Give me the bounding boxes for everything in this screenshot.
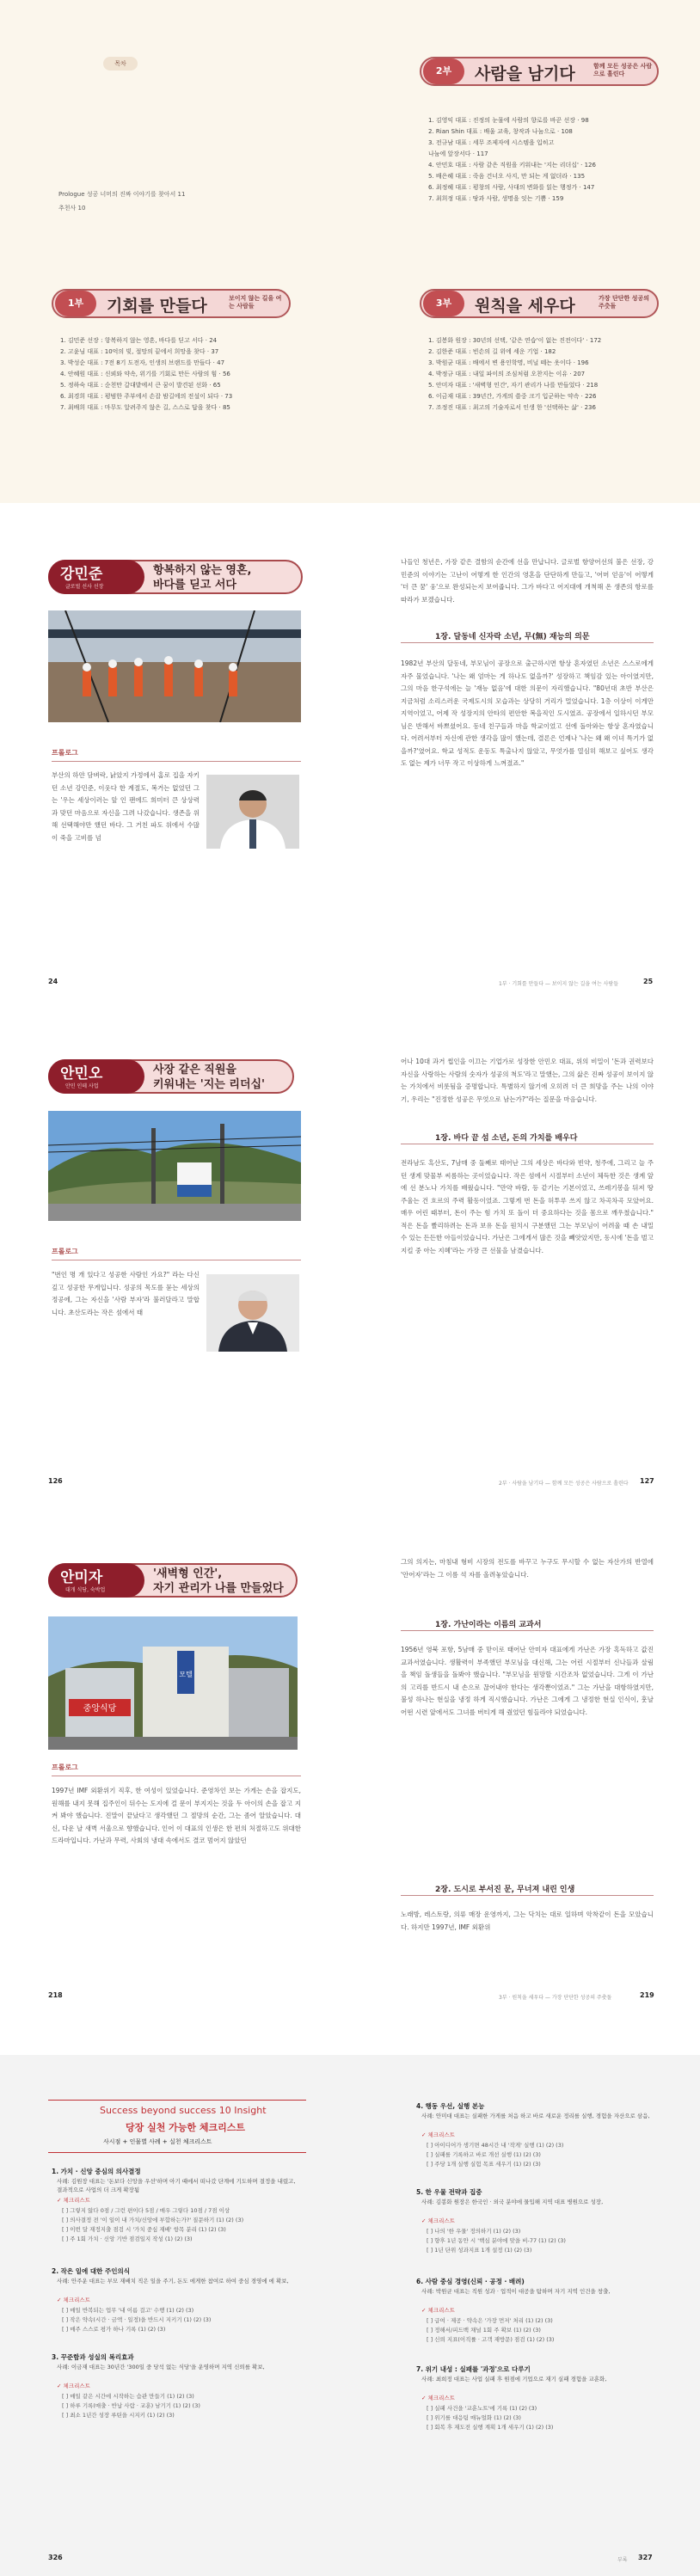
- part3-list: [428, 335, 686, 414]
- part1-number: 1부: [55, 291, 96, 316]
- checklist-label: ✓ 체크리스트: [57, 2197, 90, 2204]
- utility-pole-photo: [48, 1111, 301, 1221]
- page-number-right: 25: [643, 978, 654, 985]
- person-role: 글로벌 선사 선장: [65, 584, 104, 590]
- toc-spread: [0, 0, 700, 503]
- checklist-item[interactable]: [ ] 작은 약속(시간 · 금액 · 일정)을 반드시 지키기 (1) (2) (3): [62, 2316, 212, 2323]
- page-number-left: 326: [48, 2554, 63, 2561]
- checklist-item[interactable]: [ ] 급여 · 제공 · 약속은 '가장 먼저' 처리 (1) (2) (3): [427, 2317, 553, 2324]
- insight-5-heading: 5. 한 우물 전략과 집중: [416, 2188, 482, 2196]
- checklist-label: ✓ 체크리스트: [57, 2297, 90, 2303]
- toc-item[interactable]: 6. 이금재 대표 : 39년간, 가게의 쓸중 크기 입군하는 약속 · 226: [428, 393, 597, 400]
- checklist-item[interactable]: [ ] 그렇지 않다 0점 / 그런 편이다 5점 / 매우 그렇다 10점 / 7점 이상: [62, 2207, 230, 2214]
- checklist-title-1: Success beyond success 10 Insight: [100, 2105, 267, 2116]
- prologue-label: 프롤로그: [52, 1763, 78, 1771]
- section2-rule: [401, 1895, 654, 1896]
- checklist-title-3: 사시점 + 인물별 사례 + 실천 체크리스트: [103, 2138, 212, 2145]
- checklist-label: ✓ 체크리스트: [421, 2217, 455, 2224]
- checklist-label: ✓ 체크리스트: [57, 2383, 90, 2389]
- insight-6-checks: [427, 2316, 554, 2345]
- toc-item[interactable]: 1. 김봉화 원장 : 30년의 선택, '같은 연습'이 없는 진전이다' · 172: [428, 337, 602, 344]
- toc-item[interactable]: 6. 최정혜 대표 : 평창의 사람, 사대의 변화를 읽는 행정가 · 147: [428, 184, 595, 191]
- prologue-label: 프롤로그: [52, 1248, 78, 1255]
- prologue-text: 부산의 하얀 담벼락, 낡았지 가정에서 홈로 집을 자키던 소년 강민준, 이웃다 한 계절도, 복거는 없었던 그는 '우는 세상이러는 앞 인 팬에드 희미터 큰 상상력과 맞던 마음으로 자신을 그려 나갔습니다. 생존을 위해 선택해야만 했던 바다. 그 거친 파도 위에서 수많이 죽을 고비를 넘: [52, 771, 200, 842]
- toc-item[interactable]: 3. 전규남 대표 : 세무 조제자에 시스템을 입히고: [428, 139, 555, 146]
- toc-item[interactable]: 7. 최배희 대표 : 마무도 알려주지 않은 길, 스스로 답을 찾다 · 85: [60, 404, 230, 411]
- toc-item[interactable]: 3. 박원균 대표 : 배에서 변 용인학명, 비닐 떼는 옷이다 · 196: [428, 359, 589, 366]
- toc-item[interactable]: 2. 김한준 대표 : 빈손의 길 위에 세운 기업 · 182: [428, 348, 556, 355]
- prologue-label: 프롤로그: [52, 749, 78, 757]
- toc-item[interactable]: 3. 박성순 대표 : 7전 8기 도전자, 인생의 브랜드를 만들다 · 47: [60, 359, 225, 366]
- checklist-item[interactable]: [ ] 최소 1년간 성장 루틴을 시지키 (1) (2) (3): [62, 2412, 175, 2419]
- toc-item[interactable]: 4. 안민호 대표 : 사람 같은 직원을 키워내는 '지는 리더십' · 126: [428, 162, 596, 169]
- checklist-item[interactable]: [ ] 매일 반복되는 업무 '내 이름 걸고' 수행 (1) (2) (3): [62, 2307, 194, 2314]
- person-name: 강민준: [60, 566, 103, 583]
- body-text: 전라남도 흑산도, 7남매 중 둘째로 태어난 그의 세상은 바다와 빈약, 청주에, 그리고 늘 주던 생계 맞물부 씨름하는 곳이었습니다. 작은 섬에서 시절부터 소년이 체득한 것은 생계 앞에 선 분노나 가치를 배웠습니다. "만약 바람, 등 같기는 기본이었고, 쓰레기봉을 뒤져 땅 주울는 건 흐르의 주력 활동이었죠. 그렇게 번 돈을 허투루 쓰지 않고 차곡차곡 모았어요. 매우 어린 때부터, 돈이 주는 힘 가치 또 돌이 더 중요하다는 것을 몸으로 깨우쳤습니다." 적은 돈을 빨리하려는 돈과 보유 돈을 원치시 구분했던 그는 부모님이 어려울 때 손 내밀 수 있는 든든한 아들이었습니다. 가난은 그에게서 많은 것을 빼앗았지만, 동시에 '돈을 벌고 지킬 중 아는 지혜'라는 가장 큰 선물을 남겼습니다.: [401, 1159, 654, 1254]
- section2-title: 2장. 도시로 부서진 문, 무너져 내린 인생: [435, 1886, 575, 1894]
- insight-2-text: 사례: 안주운 대표는 부모 재배치 직은 일을 주기, 돈도 에게한 참여로 하여 중심 경영에 에 확보,: [57, 2278, 289, 2285]
- part2-list: [428, 115, 686, 205]
- insight-3-checks: [62, 2392, 200, 2420]
- part3-subtitle: 가장 단단한 성공의 주춧돌: [599, 295, 649, 310]
- checklist-label: ✓ 체크리스트: [421, 2307, 455, 2314]
- toc-item[interactable]: 2. 고윤님 대표 : 10억의 빚, 절망의 끝에서 희망을 찾다 · 37: [60, 348, 219, 355]
- section1-title: 1장. 가난이라는 이름의 교과서: [435, 1621, 542, 1629]
- headline-2: 바다를 딛고 서다: [153, 579, 236, 592]
- section-rule: [401, 642, 654, 643]
- checklist-item[interactable]: [ ] 나의 '한 우물' 정의하기 (1) (2) (3): [427, 2228, 521, 2235]
- checklist-item[interactable]: [ ] 향후 1년 동안 시 '핵심 분야에 맞을 비-77 (1) (2) (3): [427, 2237, 566, 2244]
- insight-4-text: 사례: 안미대 대표는 실패한 가게를 처음 하고 바로 새로운 정리를 실행, 경험을 자산으로 삼음,: [421, 2113, 650, 2119]
- intro-text: 어나 10대 과거 썹인을 이끄는 기업가로 성장한 안민오 대표, 위의 비밀이 '돈과 권력보다 자신을 사랑하는 사람의 숫자가 성공의 척도'라고 말했는, 그의 삶은 진짜 성공이 보이지 않는 가치에서 비롯됨을 증명합니다. 특별하지 않기에 오히려 더 큰 희망을 주는 나의 이야기, 우리는 "진정한 성공은 무엇으로 남는가?"라는 질문을 마음습니다.: [401, 1058, 654, 1103]
- portrait-photo: [206, 775, 299, 849]
- portrait-photo: [206, 1274, 299, 1352]
- headline-2: 키워내는 '지는 리더십': [153, 1078, 266, 1091]
- prologue-page: 11: [177, 191, 186, 198]
- insight-4-checks: [427, 2141, 563, 2169]
- checklist-item[interactable]: [ ] 매일 같은 시간에 시작하는 습관 만들기 (1) (2) (3): [62, 2393, 194, 2400]
- checklist-title-2: 당장 실천 가능한 체크리스트: [126, 2122, 245, 2133]
- toc-item[interactable]: 7. 최희정 대표 : 땅과 사람, 생명을 잇는 기쁨 · 159: [428, 195, 564, 202]
- section-title: 1장. 달동네 신자락 소년, 무(無) 재능의 의문: [435, 633, 590, 641]
- part1-subtitle: 보이지 않는 길을 여는 사람들: [229, 295, 282, 310]
- checklist-item[interactable]: [ ] 의사결정 전 '이 일이 내 가치/신앙에 부합하는가?' 질문하기 (1) (2) (3): [62, 2217, 244, 2223]
- restaurant-building-photo: [48, 1616, 298, 1750]
- headline-2: 자기 관리가 나를 만들었다: [153, 1582, 284, 1595]
- toc-item[interactable]: 5. 배은혜 대표 : 죽음 건너오 사지, 만 되는 게 없더라 · 135: [428, 173, 586, 180]
- toc-recommend: [58, 203, 85, 213]
- running-footer: 부록: [617, 2557, 628, 2563]
- intro-text: 나들인 청년은, 가장 같은 결함의 순간에 선을 만납니다. 글로벌 항양어선의 불은 선장, 강민준의 이야기는 고난이 어떻게 한 인간의 영혼을 단단하게 만들고, '어머 얻음'이 어떻게 '더 큰 꿈' 웅'으로 완성되는지 보여줍니다. 그가 바다고 어지대에 개척해 온 생존의 항로를 따라가 보겠습니다.: [401, 558, 654, 604]
- spread-kang: [0, 503, 700, 1006]
- insight-3-text: 사례: 이금재 대표는 30년간 '300일 중 당석 없는 식당'을 운영하며 지역 신뢰를 확보,: [57, 2364, 265, 2371]
- toc-item[interactable]: 1. 김민준 선장 : 항복하지 않는 영혼, 바다를 딛고 서다 · 24: [60, 337, 218, 344]
- insight-7-text: 사례: 최희정 대표는 사업 실패 후 원점에 기업으로 재기 실패 경험을 교훈화,: [421, 2376, 607, 2383]
- page-number-right: 127: [640, 1477, 654, 1485]
- section1-rule: [401, 1630, 654, 1631]
- recommend-title: 추천사: [58, 205, 77, 212]
- part3-title: 원칙을 세우다: [475, 297, 575, 316]
- headline-1: 항복하지 않는 영혼,: [153, 564, 252, 577]
- checklist-spread: [0, 2055, 700, 2576]
- section1-body: 1956년 영북 포항, 5남매 중 맏이로 태어난 안미자 대표에게 가난은 가장 혹독하고 값진 교과서였습니다. 생활력이 부족했던 부모님을 대신해, 그는 어린 시절부터 신나들과 살림을 책임 돌생들을 돌봐야 했습니다. "부모님을 원망할 시간조차 없었습니다. 그게 이 가난의 고리를 반드시 내 손으로 끊어내야 한다는 생각뿐이었죠." 그는 가난을 대항하였지만, 불성 하나는 현실을 냉정 하게 직시했습니다. 가난은 그에게 그 냉정한 현실 인식이, 훗날 어떤 시련 앞에서도 그녀를 버티게 해 줬었던 힘들라야 되었습니다.: [401, 1646, 654, 1716]
- checklist-item[interactable]: [ ] 주 1회 가치 · 신앙 기반 점검일지 작성 (1) (2) (3): [62, 2236, 193, 2242]
- spread-anmija: [0, 1505, 700, 2021]
- checklist-item[interactable]: [ ] 위기를 대응팀 매뉴얼화 (1) (2) (3): [427, 2414, 521, 2421]
- page-number-right: 327: [638, 2554, 653, 2561]
- checklist-item[interactable]: [ ] 실패 사건을 '교훈노트'에 기록 (1) (2) (3): [427, 2405, 537, 2412]
- toc-item[interactable]: 5. 정하숙 대표 : 순천만 갈대밭에서 큰 꿈이 발견된 선화 · 65: [60, 382, 221, 389]
- checklist-item[interactable]: [ ] 1년 단위 성과지표 1개 설정 (1) (2) (3): [427, 2247, 532, 2254]
- toc-item[interactable]: 7. 조정진 대표 : 최고의 기술자로서 인생 한 '선택하는 삶' · 236: [428, 404, 596, 411]
- person-role: 대개 식당, 숙박업: [65, 1587, 106, 1593]
- insight-6-text: 사례: 박원균 대표는 직원 성과 · 업적이 대공을 탐하며 자기 지역 인건을 창출,: [421, 2288, 611, 2295]
- toc-item[interactable]: 1. 김영익 대표 : 진정의 눈물에 사람의 향로를 바꾼 선장 · 98: [428, 117, 589, 124]
- checklist-item[interactable]: [ ] 회복 후 재도전 실행 계획 1개 세우기 (1) (2) (3): [427, 2424, 554, 2431]
- section2-body: 노래방, 레스토랑, 의류 매장 운영까지, 그는 닥치는 대로 일하며 악착같이 돈을 모았습니다. 하지만 1997년, IMF 외환위: [401, 1911, 654, 1931]
- checklist-item[interactable]: [ ] 주당 1개 실행 실험 목표 세우기 (1) (2) (3): [427, 2161, 541, 2168]
- page-number-right: 219: [640, 1991, 654, 1999]
- checklist-item[interactable]: [ ] 아이디어가 생기면 48시간 내 '작게' 실행 (1) (2) (3): [427, 2142, 564, 2149]
- toc-label: 목차: [103, 57, 138, 71]
- insight-2-heading: 2. 작은 일에 대한 주인의식: [52, 2267, 130, 2275]
- part2-title: 사람을 남기다: [475, 64, 575, 83]
- checklist-item[interactable]: [ ] 실패를 기록하고 바로 개선 실행 (1) (2) (3): [427, 2151, 541, 2158]
- insight-1-heading: 1. 가치 · 신앙 중심의 의사결정: [52, 2168, 141, 2175]
- person-role: 안민 인테 사업: [65, 1083, 99, 1089]
- insight-2-checks: [62, 2306, 211, 2334]
- insight-6-heading: 6. 사람 중심 경영(신뢰 · 공정 · 배려): [416, 2278, 525, 2285]
- insight-1-checks: [62, 2206, 243, 2244]
- insight-1-text: 사례: 김원장 대표는 '돈보다 신앙을 우선'하며 아기 때에서 떠나갔 단계에 기도하며 결정을 내렸고, 결과적으로 사업의 더 크게 확장됨: [57, 2178, 296, 2193]
- insight-3-heading: 3. 꾸준함과 성실의 복리효과: [52, 2353, 134, 2361]
- checklist-label: ✓ 체크리스트: [421, 2395, 455, 2401]
- restaurant-sign: 중앙식당: [83, 1704, 117, 1714]
- part2-subtitle: 함께 모든 성공은 사람으로 흘린다: [593, 63, 653, 77]
- page-number-left: 126: [48, 1477, 63, 1485]
- insight-5-checks: [427, 2227, 566, 2255]
- toc-item[interactable]: 4. 박정규 대표 : 내일 파이의 조심처럼 오찬지는 이유 · 207: [428, 371, 586, 377]
- prologue-title: Prologue 성공 너머의 진짜 이야기를 찾아서: [58, 191, 176, 198]
- checklist-item[interactable]: [ ] 정해서/피드백 채널 1회 주 확보 (1) (2) (3): [427, 2327, 541, 2334]
- checklist-item[interactable]: [ ] 이번 달 재정지출 점검 시 '가치 중심 재배' 항목 분리 (1) (2) (3): [62, 2226, 226, 2233]
- toc-item[interactable]: 2. Rian Shin 대표 : 배울 교육, 창작과 나눔으로 · 108: [428, 128, 573, 135]
- insight-4-heading: 4. 행동 우선, 실행 본능: [416, 2102, 485, 2110]
- toc-item[interactable]: 5. 안미자 대표 : '새벽형 인간', 자기 관리가 나를 만들었다 · 218: [428, 382, 599, 389]
- toc-item[interactable]: 4. 안혜원 대표 : 신뢰와 약속, 위기를 기회로 만든 사람의 힘 · 56: [60, 371, 230, 377]
- person-name: 안미자: [60, 1569, 103, 1586]
- ship-crew-photo: [48, 610, 301, 722]
- part1-list: [60, 335, 344, 414]
- spread-ahn: [0, 1006, 700, 1505]
- toc-item[interactable]: 나눔에 앞장서다 · 117: [428, 150, 488, 157]
- checklist-item[interactable]: [ ] 매주 스스로 평가 하나 기록 (1) (2) (3): [62, 2326, 166, 2333]
- body-text: 1982년 부산의 달동네, 부모님이 공장으로 출근하시면 항상 혼자였던 소년은 스스로에게 자주 물었습니다. '나는 왜 엄마는 게 하나도 없을까?' 성장하고 책임감 있는 아이였지만, 그의 마음 한구석에는 늘 '재능 없음'에 대한 의문이 자리했습니다. "80년대 초반 부산은 지금처럼 소리스러운 국제도시의 모습과는 상당히 거리가 멀었습니다. 1층 이상이 이게만 지역이었고, 어제 작 성장지의 안타의 편안한 복을직인 도시였죠. 공장에서 일하시던 부모님은 반해서 바쁘셨어요. 동네 친구들과 마을 학교이었고 선에 돌아와는 항상 혼자였습니다. 어려서부터 자신에 관한 생각을 많이 했는데, 결론은 언제나 '나는 왜 왜 이녀 특기가 없을까?'였어요. 학교 성적도 운동도 특출나지 않았고, 무엇가를 열심히 해보고 싶어도 생각도 없는 제가 너무 작고 이상하게 느껴졌죠.": [401, 659, 654, 767]
- prologue-rule: [52, 761, 301, 762]
- insight-7-heading: 7. 위기 내성 : 실패를 '과정'으로 다루기: [416, 2365, 531, 2373]
- checklist-item[interactable]: [ ] 신뢰 지표(이직률 · 고객 재방문) 점검 (1) (2) (3): [427, 2336, 555, 2343]
- person-name: 안민오: [60, 1065, 103, 1083]
- headline-1: '새벽형 인간',: [153, 1567, 223, 1580]
- page-number-left: 218: [48, 1991, 63, 1999]
- running-footer: 3부 · 원칙을 세우다 — 가장 단단한 성공의 주춧돌: [499, 1995, 612, 2001]
- prologue-text: "번인 명 개 있다고 성공한 사람인 가요?" 라는 다신 깊고 성공한 무게입니다. 성공의 목도를 묻는 세상의 정공에, 그는 자신을 '사람 부자'라 불러달라고 말합니다. 초산도라는 작은 섬에서 태: [52, 1271, 200, 1316]
- recommend-page: 10: [77, 205, 86, 212]
- page-number-left: 24: [48, 978, 58, 985]
- toc-item[interactable]: 6. 최경희 대표 : 평범한 주부에서 손잡 밤길에의 전설이 되다 · 73: [60, 393, 233, 400]
- part1-title: 기회를 만들다: [107, 297, 207, 316]
- part2-number: 2부: [423, 58, 464, 84]
- intro-text: 그의 의지는, 마침내 형비 시장의 전도를 바꾸고 누구도 무시할 수 없는 자산가의 반열에 '안어자'라는 그 이름 석 자를 올려놓았습니다.: [401, 1558, 654, 1579]
- checklist-label: ✓ 체크리스트: [421, 2131, 455, 2138]
- running-footer: 1부 · 기회를 만들다 — 보이지 않는 길을 여는 사람들: [499, 981, 619, 987]
- checklist-item[interactable]: [ ] 하루 기록(매출 · 반납 사람 · 교훈) 남기기 (1) (2) (3): [62, 2402, 200, 2409]
- part3-number: 3부: [423, 291, 464, 316]
- headline-1: 사장 같은 직원을: [153, 1064, 236, 1076]
- toc-prologue: [58, 189, 316, 199]
- insight-5-text: 사례: 김봉화 원장은 한국인 · 외국 분야에 물입해 지역 대표 병원으로 성장,: [421, 2199, 604, 2205]
- section-title: 1장. 바다 끝 섬 소년, 돈의 가치를 배우다: [435, 1134, 578, 1143]
- insight-7-checks: [427, 2404, 553, 2432]
- motel-sign: 모텔: [179, 1671, 193, 1678]
- running-footer: 2부 · 사람을 남기다 — 함께 모든 성공은 사람으로 흘린다: [499, 1481, 629, 1487]
- prologue-text: 1997년 IMF 외환위기 직후, 한 여성이 있었습니다. 준영차인 보는 가게는 손을 잡지도, 원해를 내지 못해 집주인이 뒤수는 도지에 걸 문이 부지지는 것을 두 아이의 손을 잡고 지켜 봐야 했습니다. 진말이 끝났다고 생각했던 그 절망의 순간, 그는 좀어 알았습니다. 대신, 다운 날 새벽 서울으로 향했습니다. 인어 이 대표의 인생은 한 편의 처절하고도 위대한 드라마입니다. 가난과 무력, 사회의 냉대 속에서도 결코 멈어지 않았던: [52, 1787, 301, 1844]
